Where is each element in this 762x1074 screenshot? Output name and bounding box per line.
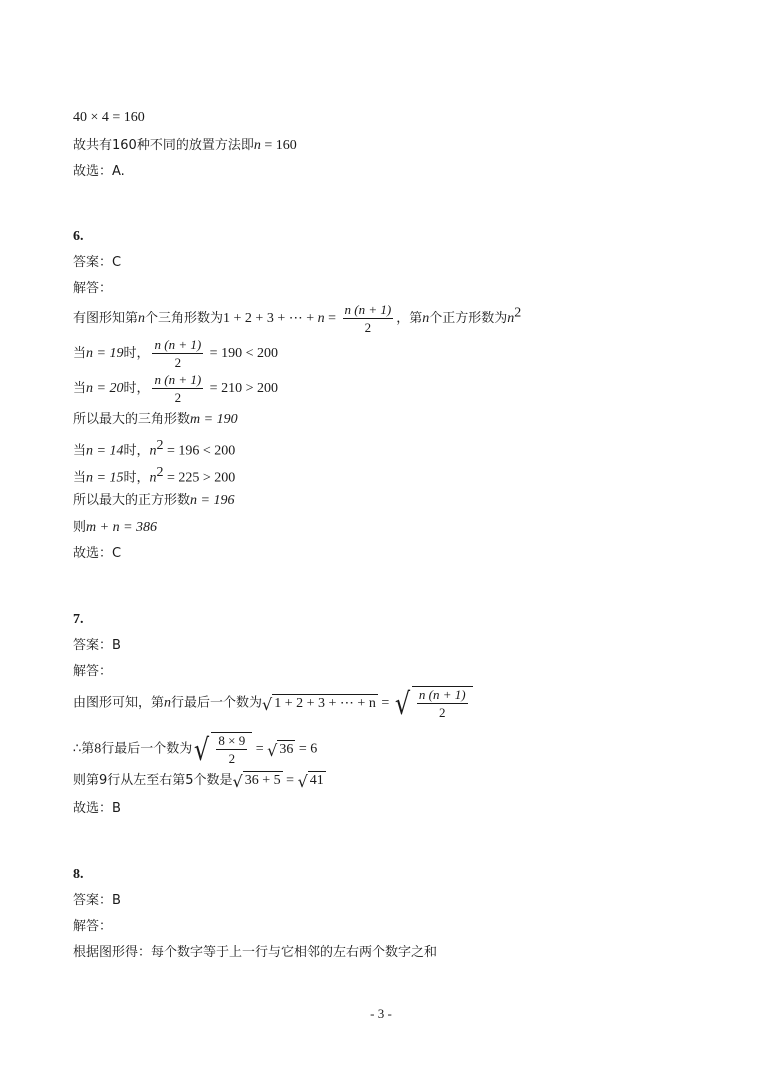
- math-var: n: [149, 443, 157, 459]
- math-text: m + n = 386: [86, 520, 158, 535]
- fraction-numerator: n (n + 1): [344, 302, 392, 317]
- math-text: = 190 < 200: [206, 346, 278, 361]
- solution-label-7: 解答：: [73, 664, 113, 679]
- math-text: n = 14: [86, 443, 124, 459]
- square-root: [262, 694, 378, 713]
- q8-line-1: 根据图形得：每个数字等于上一行与它相邻的左右两个数字之和: [73, 945, 438, 960]
- math-text: 1 + 2 + 3 + ⋯ +: [223, 311, 318, 326]
- text: 时，: [123, 381, 150, 396]
- answer-line-6: 答案：C: [73, 255, 122, 270]
- math-text: =: [377, 695, 393, 711]
- equation-40x4: [73, 109, 145, 127]
- text: 由图形可知，第: [73, 695, 165, 711]
- square-root: [267, 740, 295, 759]
- math-text: = 6: [295, 741, 318, 757]
- math-var: n: [507, 311, 515, 326]
- text: 个三角形数为: [145, 311, 224, 326]
- q6-line-2: [73, 337, 278, 370]
- math-text: = 160: [260, 138, 297, 153]
- text: 有图形知第: [73, 311, 139, 326]
- radicand: 36: [279, 741, 294, 757]
- math-var: n: [317, 311, 325, 326]
- page-number: - 3 -: [370, 1006, 392, 1021]
- math-var: n: [253, 138, 261, 153]
- square-root: [192, 732, 252, 766]
- radicand: 36 + 5: [244, 773, 281, 788]
- radical-sign: √: [297, 772, 308, 791]
- fraction-denominator: 2: [174, 355, 182, 370]
- text: ∴第: [73, 741, 95, 757]
- q7-line-2: [73, 732, 317, 766]
- fraction: [343, 302, 394, 335]
- text: 时，: [123, 346, 150, 361]
- math-text: =: [282, 773, 298, 788]
- superscript: 2: [514, 305, 522, 321]
- text: ，第: [396, 311, 423, 326]
- math-var: n: [422, 311, 430, 326]
- fraction-denominator: 2: [228, 751, 236, 766]
- q6-line-5: [73, 437, 235, 461]
- summary-line: [73, 136, 297, 155]
- text: 个正方形数为: [429, 311, 508, 326]
- radical-sign: √: [394, 687, 410, 722]
- answer-line-8: 答案：B: [73, 893, 121, 908]
- fraction-denominator: 2: [438, 705, 446, 720]
- radicand: 1 + 2 + 3 + ⋯ + n: [274, 695, 376, 711]
- fraction-numerator: 8 × 9: [218, 733, 246, 748]
- q6-line-8: [73, 518, 157, 537]
- radical-sign: √: [232, 772, 243, 791]
- solution-label-6: 解答：: [73, 281, 113, 296]
- fraction-denominator: 2: [364, 320, 372, 335]
- math-text: =: [252, 741, 268, 757]
- square-root: [233, 771, 283, 790]
- q7-line-3: [73, 771, 326, 790]
- text: 当: [73, 381, 87, 396]
- choice-line-7: 故选：B: [73, 801, 121, 816]
- text: 故共有160种不同的放置方法即: [73, 138, 254, 153]
- superscript: 2: [156, 465, 164, 480]
- math-text: n = 196: [190, 493, 235, 508]
- fraction-numerator: n (n + 1): [154, 372, 202, 387]
- superscript: 2: [156, 438, 164, 453]
- math-var: n: [149, 470, 157, 486]
- q6-line-7: [73, 491, 234, 510]
- fraction: [152, 337, 203, 370]
- q6-line-4: [73, 410, 238, 429]
- text: 当: [73, 346, 87, 361]
- math-var: n: [138, 311, 146, 326]
- math-text: = 196 < 200: [163, 443, 236, 459]
- radicand: [211, 732, 252, 766]
- radical-sign: √: [267, 740, 278, 760]
- math-text: 40 × 4 = 160: [73, 110, 145, 125]
- fraction: [417, 687, 468, 720]
- text: 所以最大的正方形数: [73, 493, 191, 508]
- q6-line-3: [73, 372, 278, 405]
- text: 时，: [123, 443, 150, 459]
- fraction-numerator: n (n + 1): [418, 687, 466, 702]
- fraction: [152, 372, 203, 405]
- math-text: = 225 > 200: [163, 470, 236, 486]
- math-text: n = 19: [86, 346, 124, 361]
- text: 行最后一个数为: [171, 695, 263, 711]
- math-text: n = 20: [86, 381, 124, 396]
- math-text: = 210 > 200: [206, 381, 278, 396]
- fraction-denominator: 2: [174, 390, 182, 405]
- text: 所以最大的三角形数: [73, 412, 191, 427]
- math-text: 8: [94, 741, 102, 757]
- choice-line: 故选：A.: [73, 164, 125, 179]
- radicand: 41: [309, 773, 324, 788]
- text: 则第9行从左至右第5个数是: [73, 773, 233, 788]
- text: 行最后一个数为: [101, 741, 193, 757]
- q6-line-6: [73, 464, 235, 488]
- text: 当: [73, 443, 87, 459]
- choice-line-6: 故选：C: [73, 546, 122, 561]
- radical-sign: √: [262, 694, 273, 714]
- text: 当: [73, 470, 87, 486]
- answer-line-7: 答案：B: [73, 638, 121, 653]
- radical-sign: √: [194, 733, 210, 768]
- text: 时，: [123, 470, 150, 486]
- math-text: m = 190: [190, 412, 238, 427]
- question-number-6: 6.: [73, 229, 84, 244]
- q6-line-1: [73, 302, 521, 335]
- solution-label-8: 解答：: [73, 919, 113, 934]
- question-number-8: 8.: [73, 867, 84, 882]
- math-var: n: [164, 695, 172, 711]
- q7-line-1: [73, 686, 473, 720]
- question-number-7: 7.: [73, 612, 84, 627]
- square-root: [298, 771, 326, 790]
- text: 则: [73, 520, 87, 535]
- fraction: [216, 733, 247, 766]
- radicand: [412, 686, 473, 720]
- fraction-numerator: n (n + 1): [154, 337, 202, 352]
- math-text: n = 15: [86, 470, 124, 486]
- math-text: =: [324, 311, 340, 326]
- square-root: [393, 686, 473, 720]
